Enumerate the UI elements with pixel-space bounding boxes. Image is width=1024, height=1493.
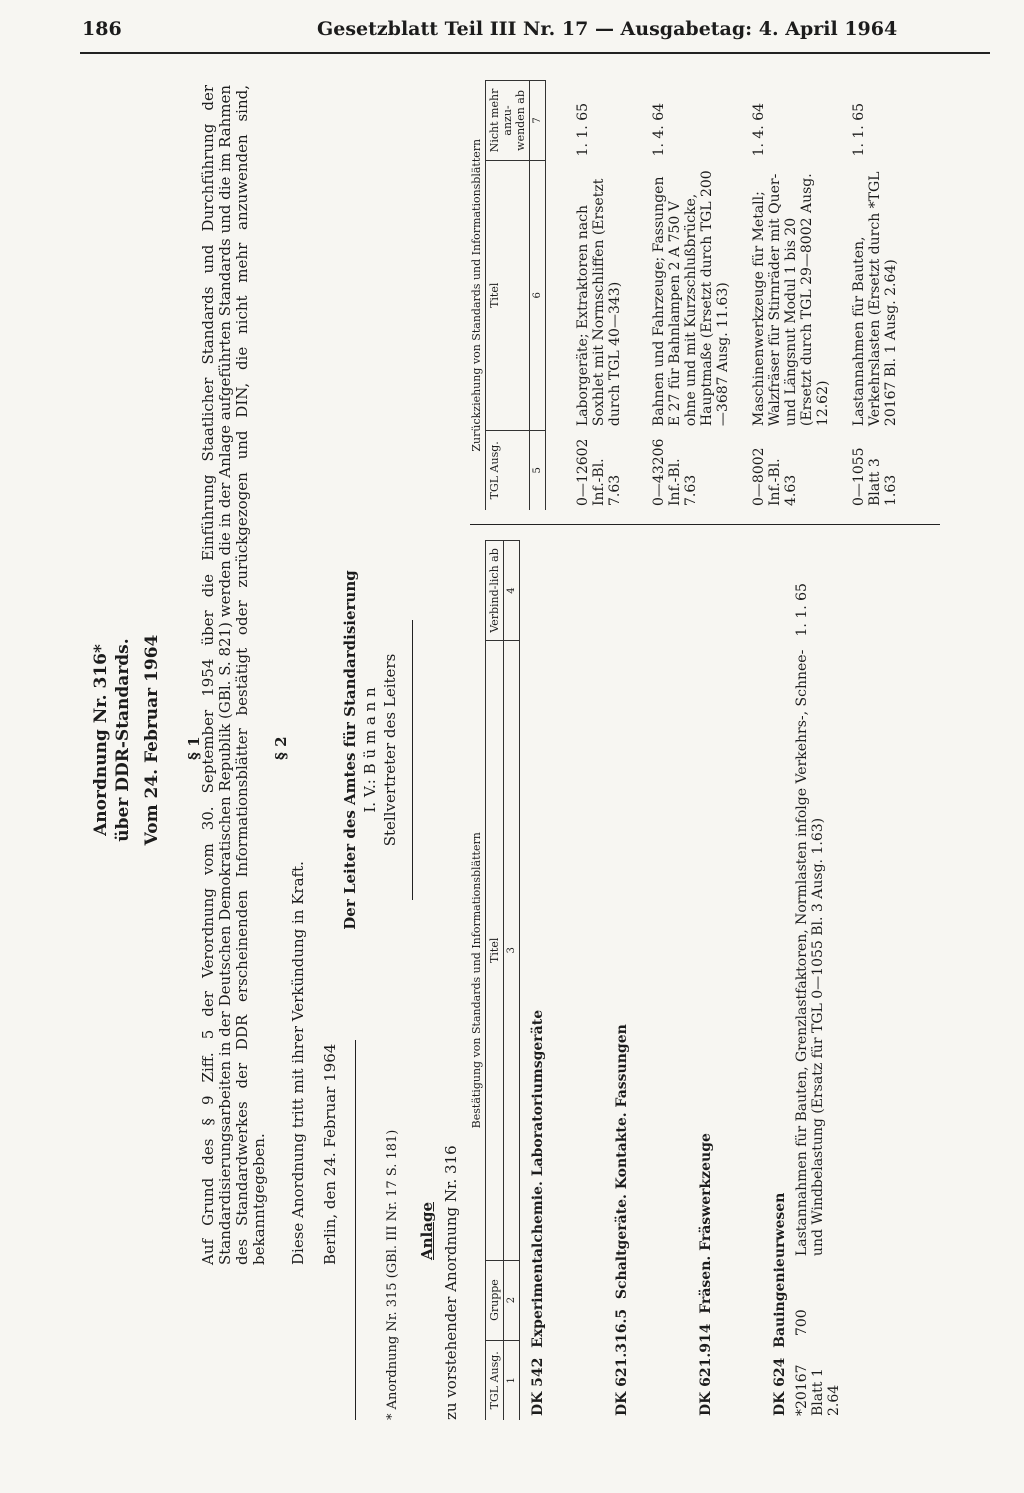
signature-block — [340, 570, 400, 930]
table-row — [791, 541, 845, 1421]
table-row — [748, 81, 834, 511]
confirm-num-1: 1 — [504, 1340, 520, 1420]
withdraw-col-nicht-mehr: Nicht mehr anzu-wenden ab — [486, 81, 530, 161]
table-separator — [470, 524, 940, 525]
page-header — [82, 18, 982, 50]
dk-group-row — [762, 541, 791, 1421]
rotated-page-content — [0, 60, 1024, 1460]
withdraw-title: Maschinenwerkzeuge für Metall; Walzfräser für Stirnräder mit Quer- und Längsnut Modul 1 bis 20 (Ersetzt durch TGL 29—8002 Ausg. 12.62) — [750, 173, 831, 427]
section-1-label: § 1 — [185, 736, 203, 760]
signature-rule — [412, 620, 413, 900]
table-row — [848, 81, 902, 511]
confirm-num-3: 3 — [504, 640, 520, 1260]
header-rule — [80, 52, 990, 54]
confirm-num-4: 4 — [504, 541, 520, 641]
withdraw-num-7: 7 — [530, 81, 546, 161]
title-line-2: über DDR-Standards. — [113, 638, 133, 842]
confirmation-table — [468, 540, 845, 1420]
title-line-1: Anordnung Nr. 316* — [91, 644, 111, 836]
confirm-num-2: 2 — [504, 1260, 520, 1340]
confirm-group-header: Bestätigung von Standards und Informationsblättern — [468, 541, 486, 1421]
table-row — [648, 81, 734, 511]
signature-line-2: I. V.: B ü m a n n — [361, 687, 379, 813]
dk-group-row — [520, 541, 550, 1421]
confirm-col-gruppe: Gruppe — [486, 1260, 504, 1340]
dk-group-row — [604, 541, 633, 1421]
confirm-title: Lastannahmen für Bauten, Grenzlastfaktoren, Normlasten infolge Verkehrs-, Schnee- und Windbelastung (Ersatz für TGL 0—1055 Bl. 3 Ausg. 1.63) — [794, 649, 826, 1257]
document-title — [90, 580, 162, 900]
withdraw-date: 1. 4. 64 — [650, 102, 667, 157]
withdrawal-table — [468, 80, 902, 510]
confirm-gruppe: 700 — [794, 1309, 810, 1337]
withdraw-date: 1. 1. 65 — [574, 102, 591, 157]
confirm-col-verbindlich: Verbind-lich ab — [486, 541, 504, 641]
anlage-subtitle: zu vorstehender Anordnung Nr. 316 — [442, 1145, 460, 1420]
place-date: Berlin, den 24. Februar 1964 — [321, 1043, 339, 1265]
withdraw-date: 1. 1. 65 — [850, 102, 867, 157]
dk-name: Fräsen. Fräswerkzeuge — [698, 1133, 714, 1314]
table-row — [572, 81, 626, 511]
anlage-title: Anlage — [418, 1202, 436, 1260]
header-title: Gesetzblatt Teil III Nr. 17 — Ausgabetag: 4. April 1964 — [317, 18, 898, 40]
confirm-date: 1. 1. 65 — [794, 583, 810, 637]
dk-name: Bauingenieurwesen — [772, 1192, 788, 1348]
section-2-text: Diese Anordnung tritt mit ihrer Verkündung in Kraft. — [289, 861, 307, 1265]
footnote-rule — [355, 1040, 356, 1420]
withdraw-title: Bahnen und Fahrzeuge; Fassungen E 27 für Bahnlampen 2 A 750 V ohne und mit Kurzschlußbrücke, Hauptmaße (Ersetzt durch TGL 200—3687 Ausg. 11.63) — [650, 170, 731, 427]
withdraw-col-titel: Titel — [486, 160, 530, 430]
section-2-label: § 2 — [272, 736, 290, 760]
dk-code: DK 624 — [772, 1357, 788, 1416]
dk-group-row — [688, 541, 717, 1421]
withdraw-tgl: 0—1055 Blatt 3 1.63 — [850, 447, 899, 506]
signature-line-1: Der Leiter des Amtes für Standardisierung — [341, 570, 359, 930]
confirm-tgl: *20167 Blatt 1 2.64 — [794, 1364, 842, 1416]
dk-code: DK 542 — [530, 1357, 546, 1416]
page-number: 186 — [82, 18, 122, 40]
footnote: * Anordnung Nr. 315 (GBl. III Nr. 17 S. 181) — [385, 1129, 400, 1420]
withdraw-title: Laborgeräte; Extraktoren nach Soxhlet mit Normschliffen (Ersetzt durch TGL 40—343) — [574, 178, 623, 427]
withdraw-num-6: 6 — [530, 160, 546, 430]
withdraw-tgl: 0—43206 Inf.-Bl. 7.63 — [650, 438, 699, 506]
withdraw-col-tgl: TGL Ausg. — [486, 430, 530, 510]
confirm-col-titel: Titel — [486, 640, 504, 1260]
withdraw-tgl: 0—8002 Inf.-Bl. 4.63 — [750, 447, 799, 506]
withdraw-num-5: 5 — [530, 430, 546, 510]
withdraw-group-header: Zurückziehung von Standards und Informationsblättern — [468, 81, 486, 511]
dk-name: Experimentalchemie. Laboratoriumsgeräte — [530, 1009, 546, 1348]
confirm-col-tgl: TGL Ausg. — [486, 1340, 504, 1420]
withdraw-tgl: 0—12602 Inf.-Bl. 7.63 — [574, 438, 623, 506]
section-1-text: Auf Grund des § 9 Ziff. 5 der Verordnung vom 30. September 1954 über die Einführung Staatlicher Standards und Durchführung der Standardisierungsarbeiten in der Deutschen Demokratischen Republik (GBl. S. 821) werden die in der Anlage aufgeführten Standards und die im Rahmen des Standardwerkes der DDR erscheinenden Informationsblätter bestätigt oder zurückgezogen und DIN, die nicht mehr anzuwenden sind, bekanntgegeben. — [199, 85, 268, 1265]
withdraw-title: Lastannahmen für Bauten, Verkehrslasten (Ersetzt durch *TGL 20167 Bl. 1 Ausg. 2.64) — [850, 171, 899, 427]
title-date: Vom 24. Februar 1964 — [142, 634, 162, 846]
dk-code: DK 621.914 — [698, 1323, 714, 1416]
dk-code: DK 621.316.5 — [614, 1308, 630, 1416]
signature-line-3: Stellvertreter des Leiters — [381, 653, 399, 847]
withdraw-date: 1. 4. 64 — [750, 102, 767, 157]
dk-name: Schaltgeräte. Kontakte. Fassungen — [614, 1024, 630, 1300]
